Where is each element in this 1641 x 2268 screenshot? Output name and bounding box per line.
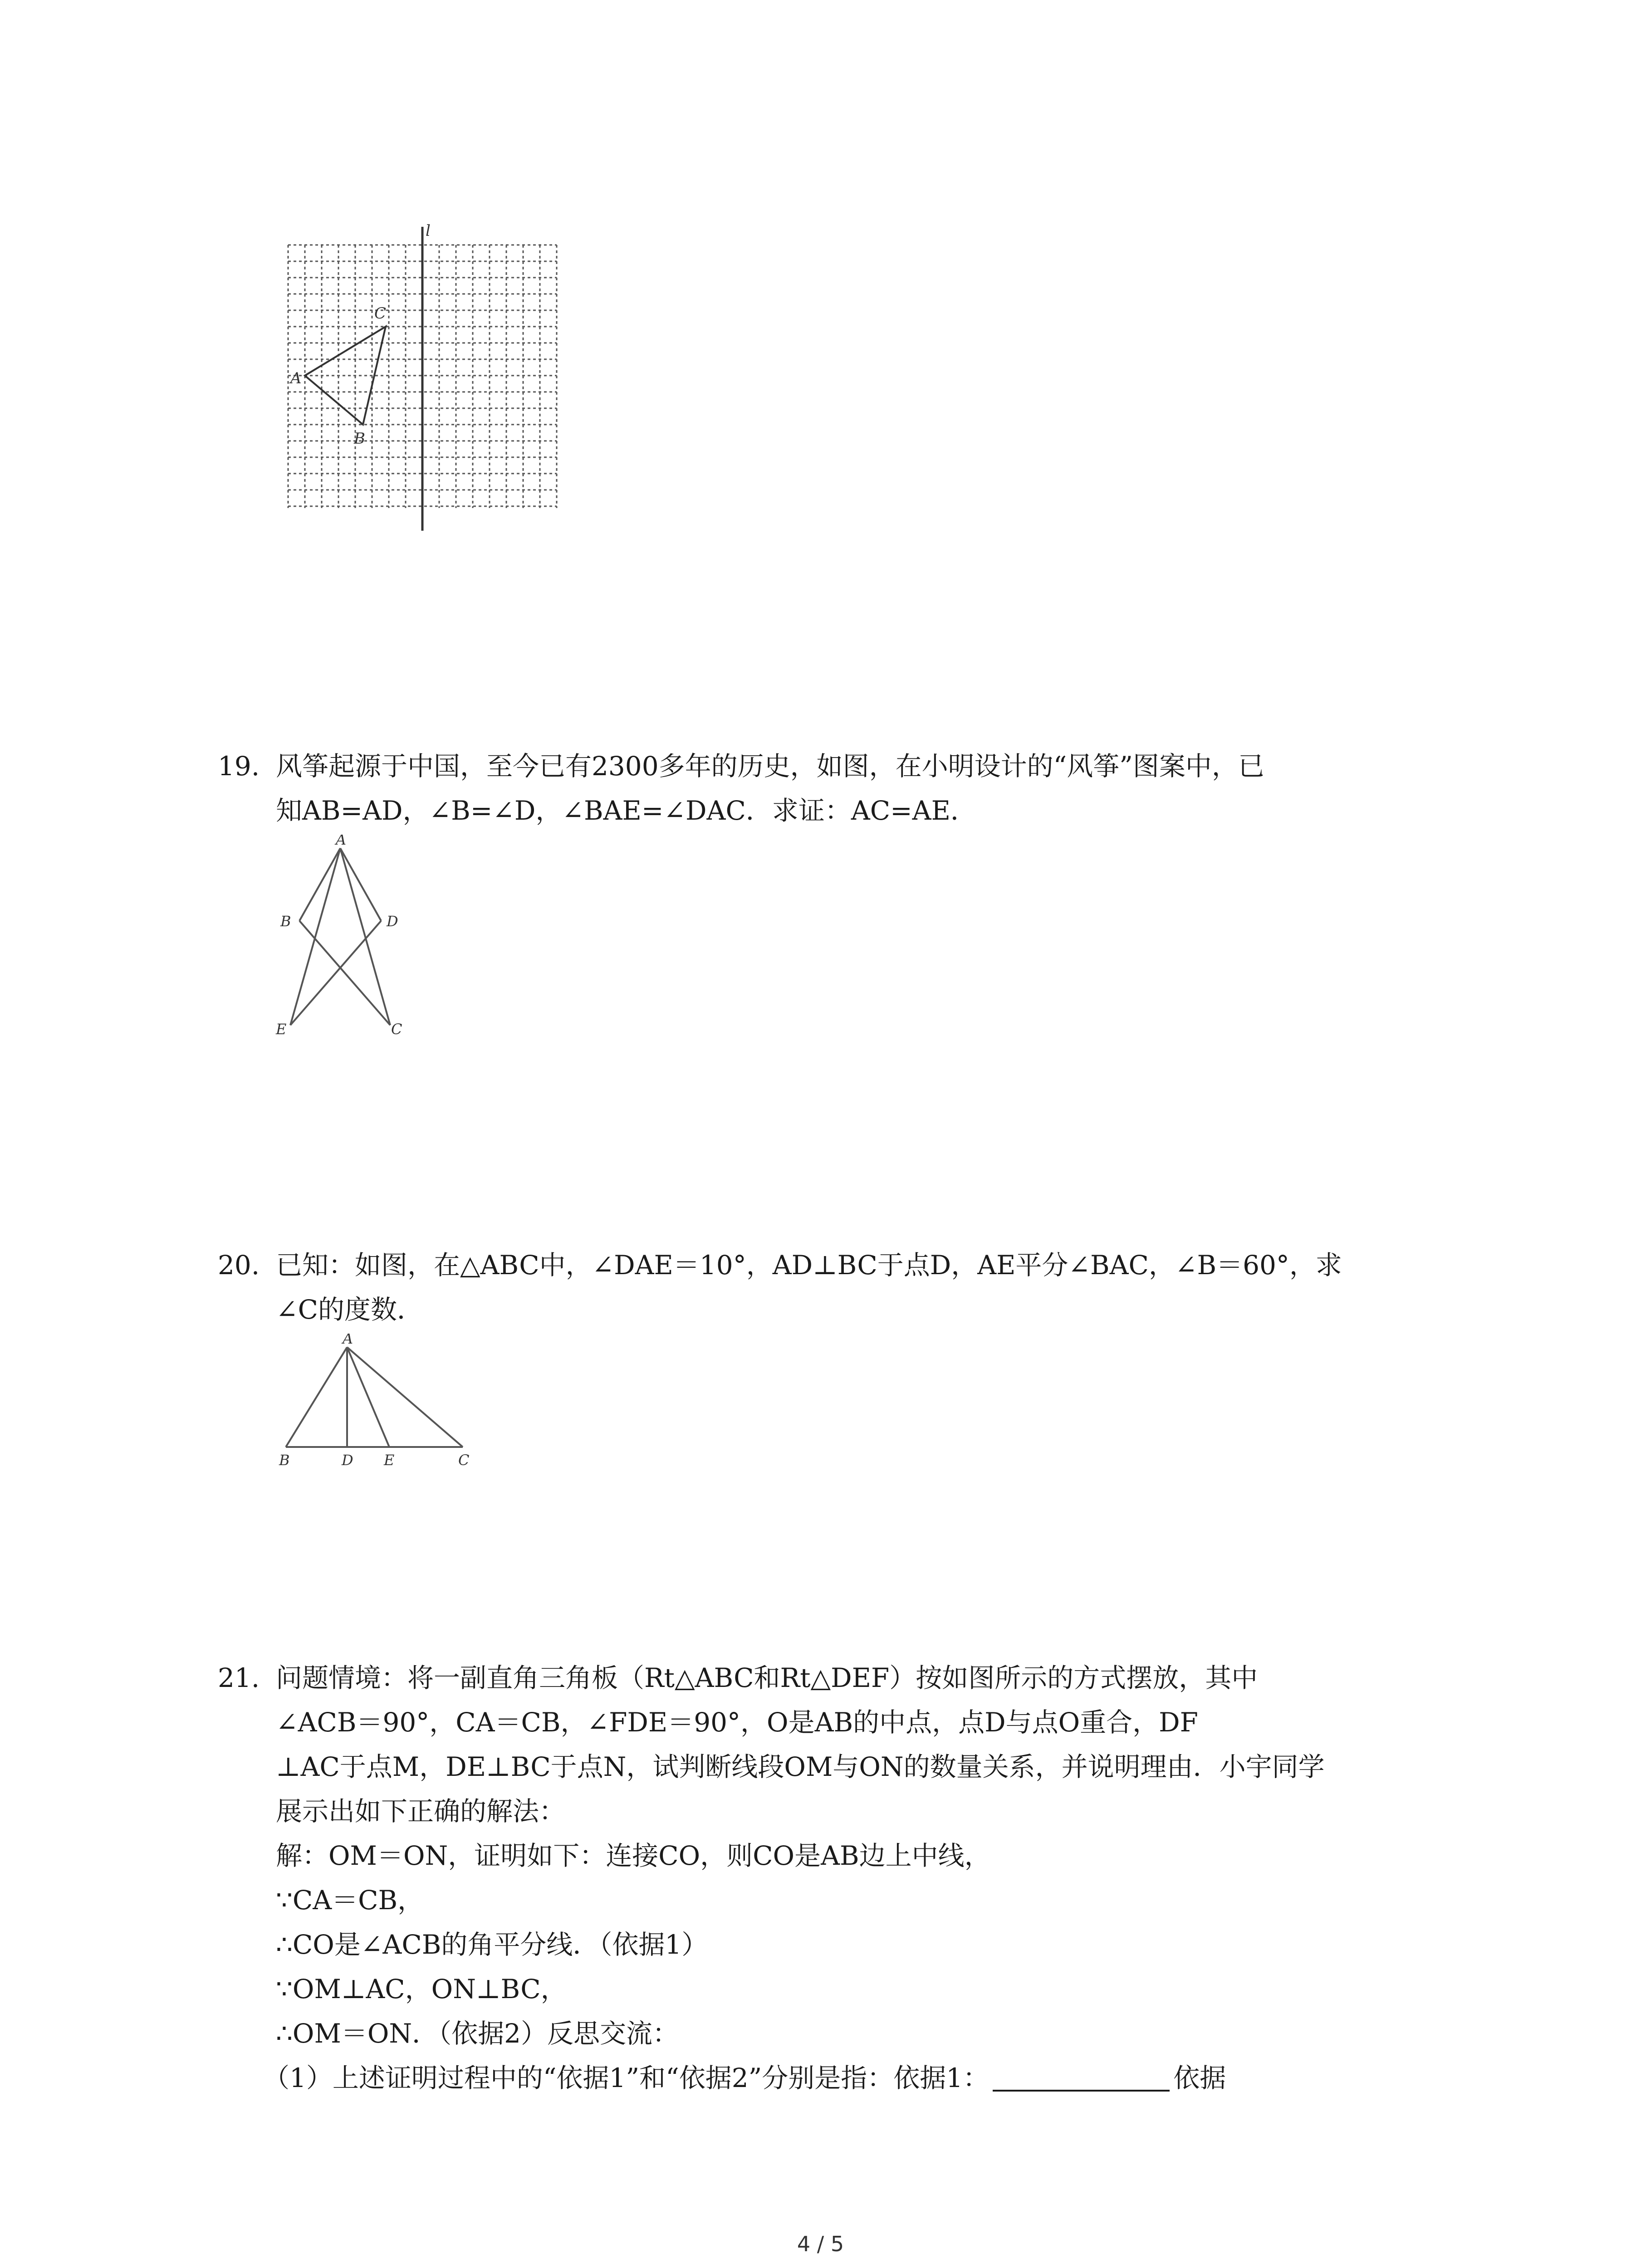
q21-text-6: ∵CA＝CB， xyxy=(276,1885,424,1916)
q21-text-7: ∴CO是∠ACB的角平分线．（依据1） xyxy=(276,1929,708,1960)
answer-blank-1[interactable] xyxy=(993,2063,1170,2092)
question-19 xyxy=(218,744,1470,833)
q21-number: 21. xyxy=(218,1662,260,1693)
q21-text-3: ⊥AC于点M，DE⊥BC于点N，试判断线段OM与ON的数量关系，并说明理由．小宇同学 xyxy=(276,1751,1325,1782)
q21-text-10a: （1）上述证明过程中的“依据1”和“依据2”分别是指：依据1： xyxy=(263,2063,989,2093)
q20-line-1 xyxy=(218,1243,1470,1287)
grid-figure xyxy=(281,218,572,544)
q21-line-4 xyxy=(218,1789,1470,1833)
kite-label-a: A xyxy=(336,835,347,848)
grid-label-c: C xyxy=(374,304,387,323)
tri-label-c: C xyxy=(458,1452,470,1469)
q21-line-8 xyxy=(218,1967,1470,2011)
question-21 xyxy=(218,1656,1470,2100)
kite-label-b: B xyxy=(280,913,291,930)
q20-text-2: ∠C的度数． xyxy=(276,1294,423,1325)
q21-line-9 xyxy=(218,2011,1470,2056)
q21-text-2: ∠ACB＝90°，CA＝CB，∠FDE＝90°，O是AB的中点，点D与点O重合，DF xyxy=(276,1707,1198,1738)
kite-label-e: E xyxy=(276,1021,287,1038)
q21-line-6 xyxy=(218,1878,1470,1922)
q21-line-7 xyxy=(218,1922,1470,1967)
q21-text-1: 问题情境：将一副直角三角板（Rt△ABC和Rt△DEF）按如图所示的方式摆放，其中 xyxy=(276,1662,1258,1693)
kite-label-c: C xyxy=(391,1021,402,1038)
q21-text-5: 解：OM＝ON，证明如下：连接CO，则CO是AB边上中线， xyxy=(276,1840,991,1871)
tri-label-a: A xyxy=(343,1334,353,1347)
q21-line-2 xyxy=(218,1700,1470,1745)
triangle-figure xyxy=(277,1334,476,1470)
q19-number: 19. xyxy=(218,751,260,782)
q21-line-1 xyxy=(218,1656,1470,1700)
q21-text-9: ∴OM＝ON．（依据2）反思交流： xyxy=(276,2018,679,2049)
q21-text-8: ∵OM⊥AC，ON⊥BC， xyxy=(276,1974,567,2004)
tri-label-b: B xyxy=(279,1452,290,1469)
q21-text-10b: 依据 xyxy=(1173,2063,1226,2093)
kite-figure xyxy=(272,835,417,1039)
q19-line-2 xyxy=(218,788,1470,833)
q20-number: 20. xyxy=(218,1250,260,1281)
q21-line-5 xyxy=(218,1833,1470,1878)
axis-l-label: l xyxy=(426,222,431,240)
q19-line-1 xyxy=(218,744,1470,788)
tri-label-d: D xyxy=(342,1452,353,1469)
q20-text-1: 已知：如图，在△ABC中，∠DAE＝10°，AD⊥BC于点D，AE平分∠BAC，∠B＝60°，求 xyxy=(276,1250,1342,1281)
page-number: 4 / 5 xyxy=(797,2232,844,2256)
grid-label-a: A xyxy=(290,369,302,387)
q19-text-1: 风筝起源于中国，至今已有2300多年的历史，如图，在小明设计的“风筝”图案中，已 xyxy=(276,751,1264,782)
q21-line-10 xyxy=(218,2056,1470,2100)
question-20 xyxy=(218,1243,1470,1332)
q21-text-4: 展示出如下正确的解法： xyxy=(276,1796,566,1827)
tri-label-e: E xyxy=(384,1452,395,1469)
q21-line-3 xyxy=(218,1745,1470,1789)
kite-label-d: D xyxy=(387,913,398,930)
q20-line-2 xyxy=(218,1287,1470,1332)
grid-label-b: B xyxy=(354,430,365,448)
q19-text-2: 知AB=AD，∠B=∠D，∠BAE=∠DAC．求证：AC=AE． xyxy=(276,795,977,826)
